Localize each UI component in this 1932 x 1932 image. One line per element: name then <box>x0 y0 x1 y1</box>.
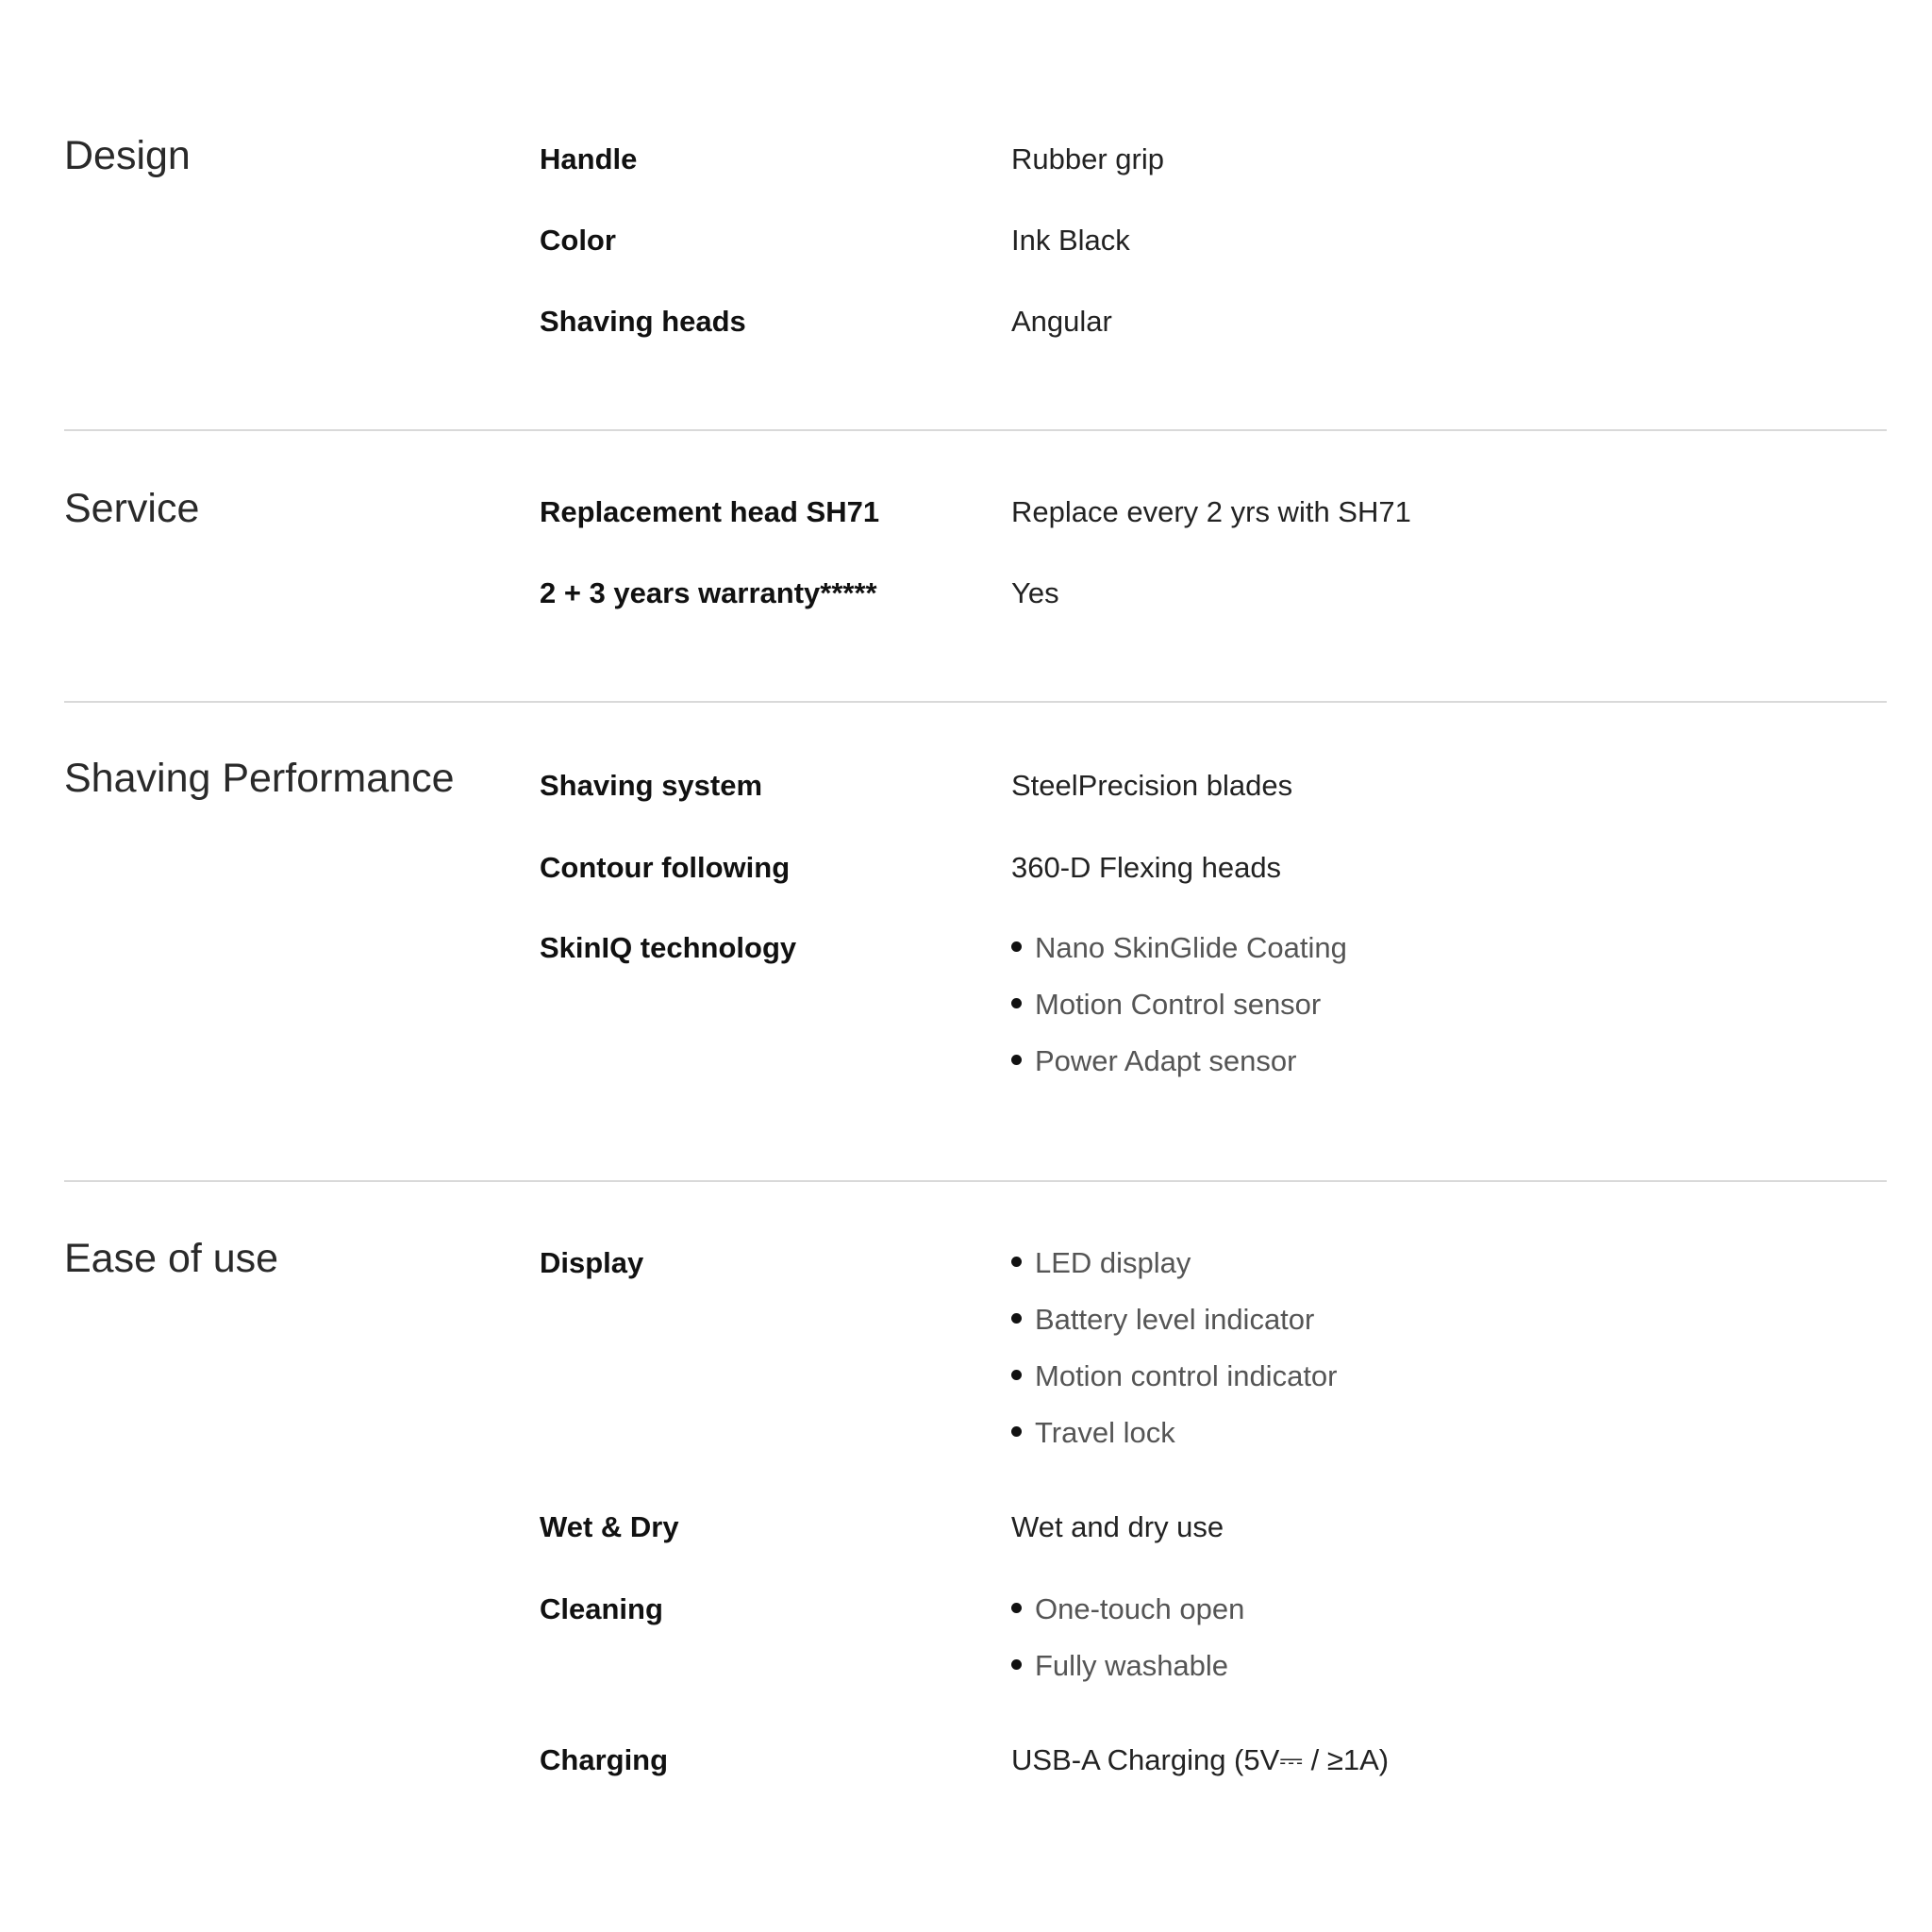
spec-label: Shaving heads <box>540 305 746 338</box>
spec-value: Replace every 2 yrs with SH71 <box>1011 495 1411 528</box>
list-item-text: Motion Control sensor <box>1035 988 1322 1021</box>
spec-value: Yes <box>1011 576 1059 609</box>
list-item <box>1011 1591 1244 1648</box>
section-divider <box>64 429 1887 431</box>
list-item-text: Battery level indicator <box>1035 1303 1315 1336</box>
section-title: Shaving Performance <box>64 756 455 801</box>
bullet-icon <box>1011 1426 1022 1437</box>
section-title: Design <box>64 133 191 178</box>
spec-value: Ink Black <box>1011 224 1130 257</box>
spec-value-list <box>1011 930 1347 1100</box>
spec-label: Display <box>540 1246 644 1279</box>
bullet-icon <box>1011 998 1022 1008</box>
list-item-text: One-touch open <box>1035 1592 1245 1625</box>
bullet-icon <box>1011 1370 1022 1380</box>
list-item-text: Fully washable <box>1035 1649 1229 1682</box>
list-item <box>1011 930 1347 987</box>
list-item-text: Nano SkinGlide Coating <box>1035 931 1347 964</box>
spec-value-list <box>1011 1245 1338 1472</box>
spec-label: Color <box>540 224 616 257</box>
bullet-icon <box>1011 1603 1022 1613</box>
spec-value-list <box>1011 1591 1244 1705</box>
spec-value: Wet and dry use <box>1011 1510 1224 1543</box>
section-title: Ease of use <box>64 1236 279 1281</box>
list-item <box>1011 1043 1347 1100</box>
section-title: Service <box>64 486 200 531</box>
spec-value: Rubber grip <box>1011 142 1164 175</box>
list-item <box>1011 1415 1338 1472</box>
list-item <box>1011 1358 1338 1415</box>
spec-label: Cleaning <box>540 1592 663 1625</box>
spec-label: Handle <box>540 142 638 175</box>
spec-label: Wet & Dry <box>540 1510 679 1543</box>
spec-label: Shaving system <box>540 769 763 802</box>
spec-label: 2 + 3 years warranty***** <box>540 576 877 609</box>
section-divider <box>64 701 1887 703</box>
spec-label: Charging <box>540 1743 669 1776</box>
spec-label: SkinIQ technology <box>540 931 797 964</box>
spec-label: Contour following <box>540 851 791 884</box>
spec-value: USB-A Charging (5V⎓ / ≥1A) <box>1011 1743 1390 1776</box>
list-item <box>1011 1302 1338 1358</box>
bullet-icon <box>1011 1257 1022 1267</box>
section-divider <box>64 1180 1887 1182</box>
spec-value: SteelPrecision blades <box>1011 769 1293 802</box>
bullet-icon <box>1011 1055 1022 1065</box>
list-item-text: Power Adapt sensor <box>1035 1044 1297 1077</box>
bullet-icon <box>1011 1659 1022 1670</box>
list-item <box>1011 987 1347 1043</box>
bullet-icon <box>1011 1313 1022 1324</box>
list-item-text: Motion control indicator <box>1035 1359 1338 1392</box>
spec-value: Angular <box>1011 305 1112 338</box>
bullet-icon <box>1011 941 1022 952</box>
list-item <box>1011 1245 1338 1302</box>
spec-value: 360-D Flexing heads <box>1011 851 1282 884</box>
list-item-text: Travel lock <box>1035 1416 1175 1449</box>
spec-label: Replacement head SH71 <box>540 495 880 528</box>
list-item-text: LED display <box>1035 1246 1191 1279</box>
list-item <box>1011 1648 1244 1705</box>
